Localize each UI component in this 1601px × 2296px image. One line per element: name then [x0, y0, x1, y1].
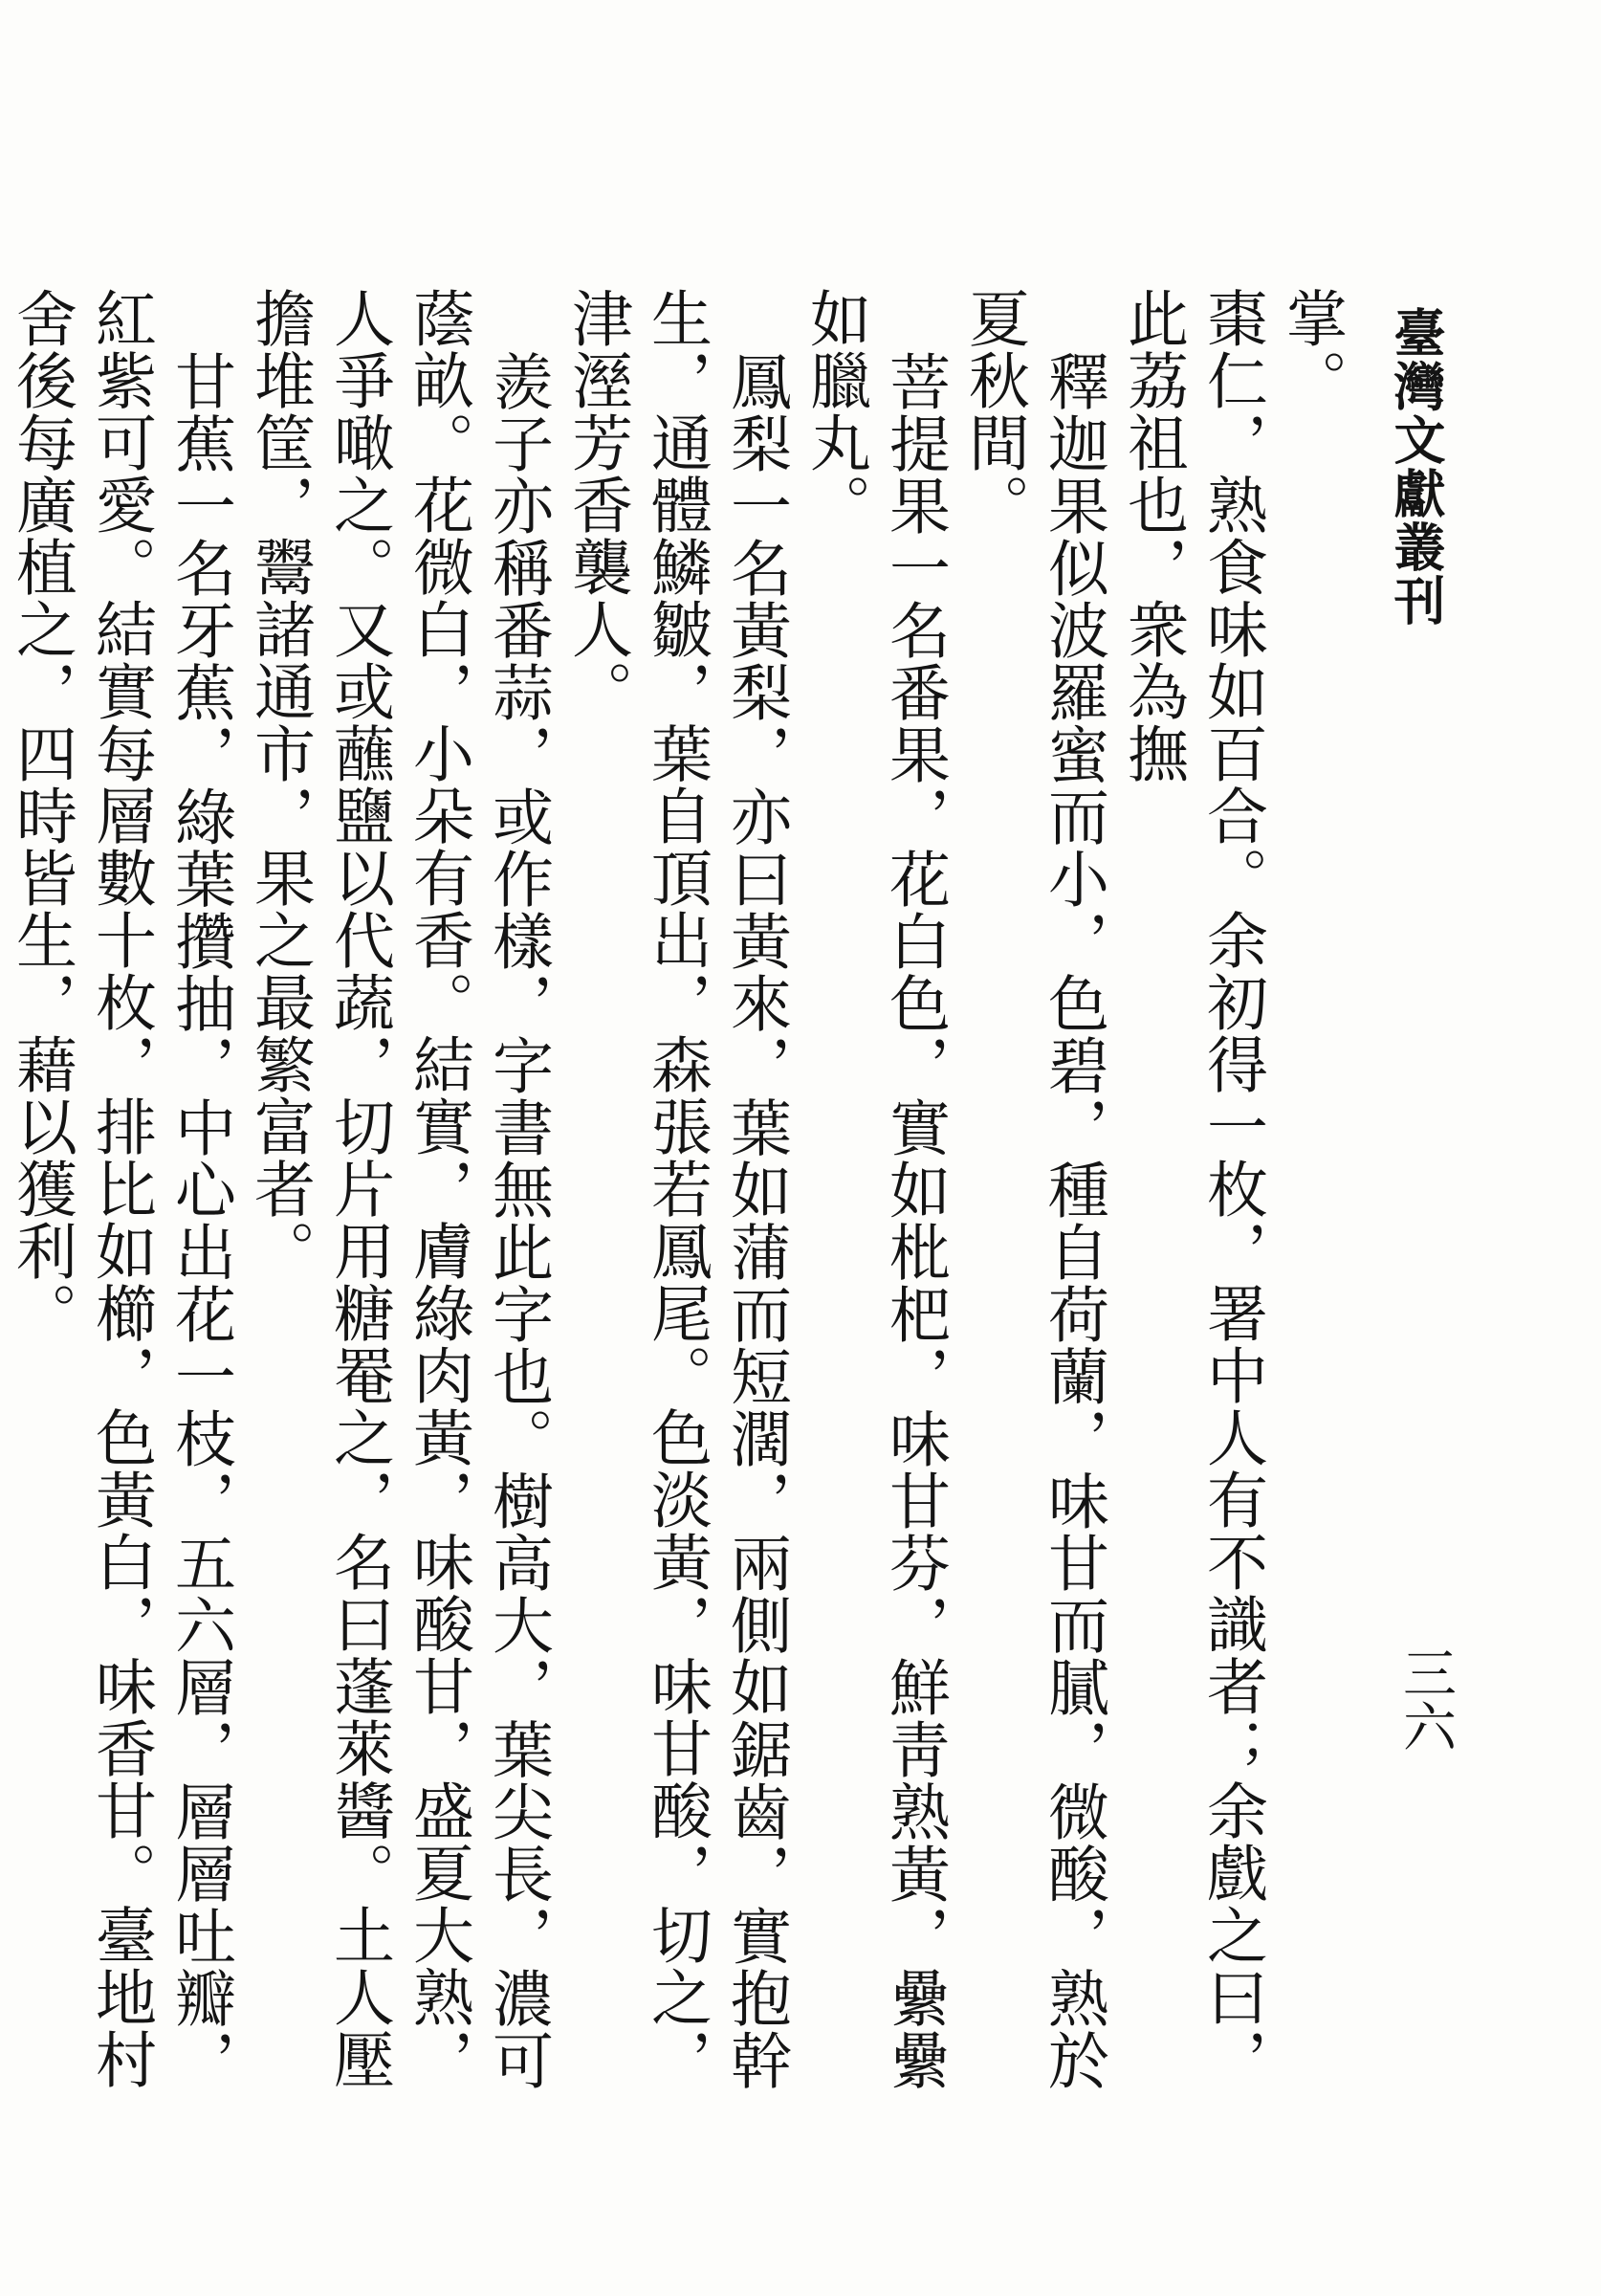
- paragraph-areca-palm: [0, 287, 1, 2105]
- paragraph-mango: 羨子亦稱番蒜，或作樣，字書無此字也。樹高大，葉尖長，濃可蔭畝。花微白，小朵有香。結實，膚綠肉黃，味酸甘，盛夏大熟，人爭噉之。又或蘸鹽以代蔬，切片用糖罨之，名曰蓬萊醬。土人壓擔堆筐，鬻諸通市，果之最繁富者。: [244, 287, 553, 2091]
- paragraph-pineapple: 鳳梨一名黃梨，亦曰黃來，葉如蒲而短濶，兩側如鋸齒，實抱幹生，通體鱗皺，葉自頂出，森張若鳳尾。色淡黃，味甘酸，切之，津溼芳香襲人。: [561, 287, 791, 2091]
- paragraph-sugar-apple: 釋迦果似波羅蜜而小，色碧，種自荷蘭，味甘而膩，微酸，熟於夏秋間。: [958, 287, 1108, 2091]
- paragraph-continuation-end: 掌。: [1276, 287, 1347, 411]
- page-number: 三六: [1394, 1645, 1457, 1753]
- body-text: [6, 287, 1350, 2105]
- paragraph-bodhi-fruit: 菩提果一名番果，花白色，實如枇杷，味甘芬，鮮靑熟黃，纍纍如臘丸。: [800, 287, 950, 2091]
- paragraph-banana: 甘蕉一名牙蕉，綠葉攢抽，中心出花一枝，五六層，層層吐瓣，紅紫可愛。結實每層數十枚，排比如櫛，色黃白，味香甘。臺地村舍後每廣植之，四時皆生，藉以獲利。: [6, 287, 235, 2091]
- paragraph-lychee-ending: 棗仁，熟食味如百合。余初得一枚，署中人有不識者；余戲之曰，此荔祖也，衆為撫: [1117, 287, 1267, 2090]
- running-title: 臺灣文獻叢刊: [1386, 306, 1447, 628]
